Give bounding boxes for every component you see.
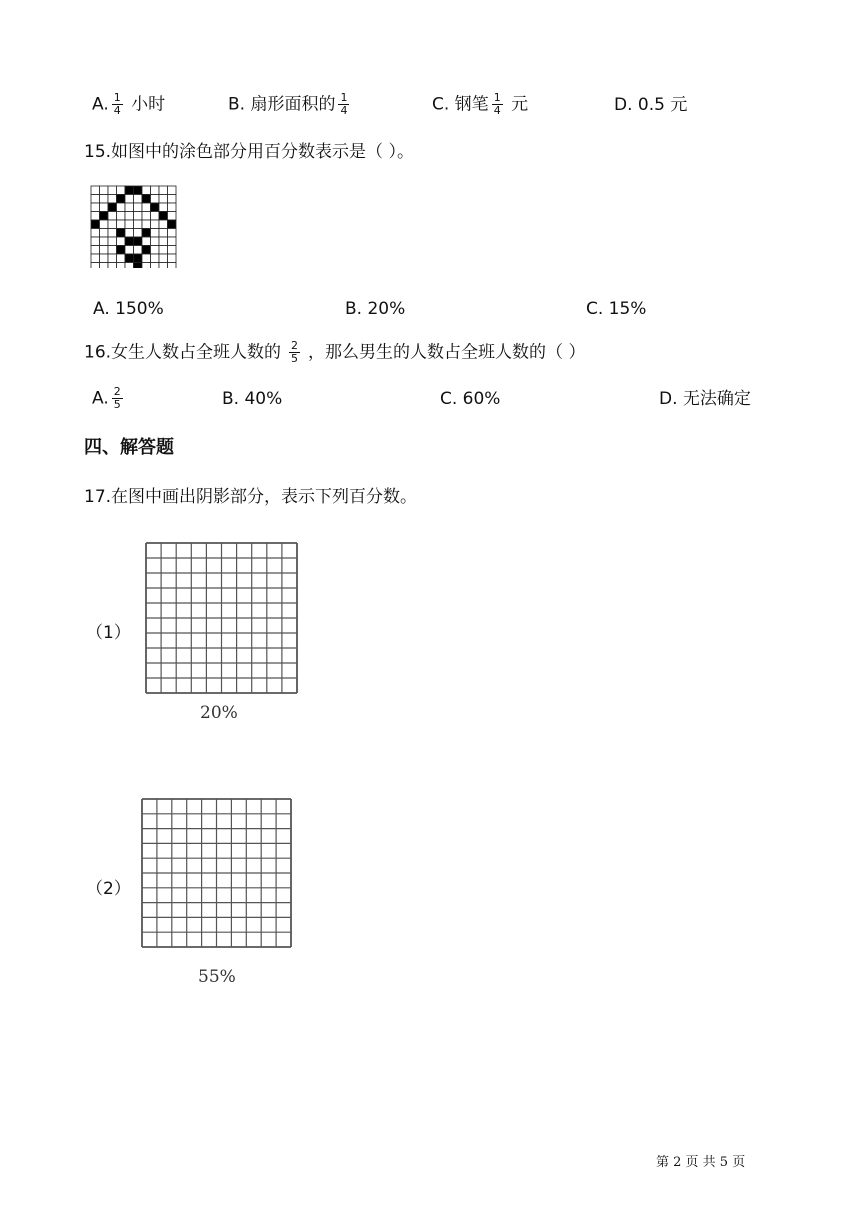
- grid-cell: [100, 254, 109, 263]
- grid-cell: [159, 195, 168, 204]
- grid-cell: [142, 263, 151, 269]
- shaded-cell: [108, 203, 117, 212]
- q14-option-c: [432, 92, 528, 117]
- grid-cell: [159, 263, 168, 269]
- grid-cell: [108, 229, 117, 238]
- grid-cell: [159, 254, 168, 263]
- grid-cell: [168, 212, 177, 221]
- option-c-suffix: 元: [511, 94, 529, 115]
- grid-cell: [142, 220, 151, 229]
- grid-cell: [108, 246, 117, 255]
- option-b-prefix: B. 扇形面积的: [228, 94, 336, 115]
- option-a-prefix: A.: [92, 388, 109, 409]
- grid-cell: [100, 195, 109, 204]
- grid-cell: [159, 246, 168, 255]
- grid-cell: [134, 246, 143, 255]
- q16-prefix: 16.女生人数占全班人数的: [84, 342, 282, 363]
- shaded-cell: [142, 246, 151, 255]
- grid-cell: [125, 229, 134, 238]
- grid-cell: [91, 237, 100, 246]
- grid-cell: [100, 203, 109, 212]
- q14-option-a: [92, 92, 165, 117]
- grid-cell: [168, 229, 177, 238]
- grid-lines: [142, 799, 291, 947]
- grid-cell: [142, 254, 151, 263]
- grid-cell: [125, 220, 134, 229]
- grid-lines: [146, 543, 297, 693]
- grid-cell: [151, 229, 160, 238]
- grid-cell: [159, 220, 168, 229]
- grid-cell: [159, 229, 168, 238]
- fraction-denominator: 5: [291, 352, 299, 365]
- grid-cell: [117, 203, 126, 212]
- shaded-cell: [125, 237, 134, 246]
- grid-cell: [117, 254, 126, 263]
- fraction: [112, 92, 123, 117]
- grid-cell: [100, 263, 109, 269]
- grid-cell: [151, 246, 160, 255]
- grid-cell: [117, 237, 126, 246]
- grid-cell: [151, 254, 160, 263]
- shaded-cell: [125, 254, 134, 263]
- grid-cell: [100, 186, 109, 195]
- grid-cell: [151, 220, 160, 229]
- fraction-numerator: 1: [113, 91, 121, 104]
- shaded-cell: [117, 246, 126, 255]
- shaded-cell: [134, 186, 143, 195]
- grid-cell: [151, 186, 160, 195]
- q16-option-c: C. 60%: [440, 389, 501, 409]
- grid-cell: [134, 229, 143, 238]
- grid-cell: [134, 203, 143, 212]
- fraction-numerator: 1: [493, 91, 501, 104]
- grid-cell: [91, 229, 100, 238]
- shaded-cell: [151, 203, 160, 212]
- grid-cell: [91, 195, 100, 204]
- grid-cell: [159, 186, 168, 195]
- grid-cell: [91, 246, 100, 255]
- grid-cell: [134, 220, 143, 229]
- grid-cell: [91, 212, 100, 221]
- shaded-cell: [134, 254, 143, 263]
- shaded-cell: [91, 220, 100, 229]
- q15-option-a: A. 150%: [93, 299, 164, 319]
- fraction: [112, 386, 123, 411]
- shaded-cell: [117, 195, 126, 204]
- grid-cell: [108, 195, 117, 204]
- q15-question: 15.如图中的涂色部分用百分数表示是（ ）。: [84, 142, 414, 162]
- shaded-cell: [168, 220, 177, 229]
- grid-cell: [108, 254, 117, 263]
- grid-cell: [142, 237, 151, 246]
- q16-suffix: ，那么男生的人数占全班人数的（ ）: [308, 342, 586, 363]
- option-a-suffix: 小时: [131, 94, 166, 115]
- shaded-cell: [159, 212, 168, 221]
- grid-cell: [159, 203, 168, 212]
- grid-cell: [117, 212, 126, 221]
- grid-cell: [142, 186, 151, 195]
- grid-cell: [100, 220, 109, 229]
- section-heading: 四、解答题: [84, 437, 174, 458]
- fraction-numerator: 2: [113, 385, 121, 398]
- q15-option-b: B. 20%: [345, 299, 406, 319]
- shaded-cell: [100, 212, 109, 221]
- grid-cell: [100, 246, 109, 255]
- grid-cell: [134, 195, 143, 204]
- grid-cell: [142, 212, 151, 221]
- q17-part1-caption: 20%: [200, 703, 238, 723]
- shaded-cell: [142, 195, 151, 204]
- grid-cell: [100, 237, 109, 246]
- grid-cell: [91, 254, 100, 263]
- fraction: [338, 92, 349, 117]
- page-footer: 第 2 页 共 5 页: [656, 1155, 746, 1170]
- grid-cell: [108, 186, 117, 195]
- fraction-denominator: 4: [493, 104, 501, 117]
- q15-grid-cells: [91, 186, 176, 268]
- grid-cell: [151, 195, 160, 204]
- grid-cell: [91, 263, 100, 269]
- grid-cell: [117, 186, 126, 195]
- grid-cell: [168, 237, 177, 246]
- grid-cell: [91, 203, 100, 212]
- q17-part2-grid: [141, 798, 292, 948]
- q16-option-b: B. 40%: [222, 389, 283, 409]
- q17-question: 17.在图中画出阴影部分，表示下列百分数。: [84, 487, 418, 507]
- shaded-cell: [134, 263, 143, 269]
- shaded-cell: [125, 186, 134, 195]
- q14-option-d: D. 0.5 元: [614, 95, 688, 115]
- q17-part2-label: （2）: [86, 879, 131, 899]
- grid-cell: [117, 263, 126, 269]
- grid-cell: [151, 212, 160, 221]
- fraction: [492, 92, 503, 117]
- q17-part1-grid: [145, 542, 298, 694]
- grid-cell: [125, 203, 134, 212]
- grid-cell: [125, 212, 134, 221]
- grid-cell: [134, 212, 143, 221]
- grid-cell: [168, 246, 177, 255]
- grid-cell: [108, 263, 117, 269]
- grid-cell: [125, 246, 134, 255]
- grid-cell: [91, 186, 100, 195]
- q15-shaded-grid-figure: [90, 185, 178, 268]
- option-c-prefix: C. 钢笔: [432, 94, 489, 115]
- q16-question: [84, 340, 585, 365]
- fraction-denominator: 4: [340, 104, 348, 117]
- fraction: [289, 340, 300, 365]
- grid-cell: [125, 195, 134, 204]
- grid-cell: [100, 229, 109, 238]
- q15-option-c: C. 15%: [586, 299, 647, 319]
- grid-cell: [151, 263, 160, 269]
- shaded-cell: [117, 229, 126, 238]
- q16-option-a: [92, 386, 126, 411]
- fraction-denominator: 5: [113, 398, 121, 411]
- grid-cell: [108, 212, 117, 221]
- grid-cell: [125, 263, 134, 269]
- q17-part2-caption: 55%: [198, 967, 236, 987]
- grid-cell: [108, 220, 117, 229]
- grid-cell: [168, 203, 177, 212]
- q16-option-d: D. 无法确定: [659, 389, 751, 409]
- shaded-cell: [142, 229, 151, 238]
- grid-cell: [168, 195, 177, 204]
- grid-cell: [151, 237, 160, 246]
- grid-cell: [168, 186, 177, 195]
- grid-cell: [168, 263, 177, 269]
- option-a-prefix: A.: [92, 94, 109, 115]
- grid-cell: [142, 203, 151, 212]
- grid-cell: [168, 254, 177, 263]
- grid-cell: [159, 237, 168, 246]
- grid-cell: [117, 220, 126, 229]
- fraction-numerator: 1: [340, 91, 348, 104]
- shaded-cell: [134, 237, 143, 246]
- q14-option-b: [228, 92, 352, 117]
- q17-part1-label: （1）: [86, 623, 131, 643]
- fraction-numerator: 2: [291, 339, 299, 352]
- grid-cell: [108, 237, 117, 246]
- fraction-denominator: 4: [113, 104, 121, 117]
